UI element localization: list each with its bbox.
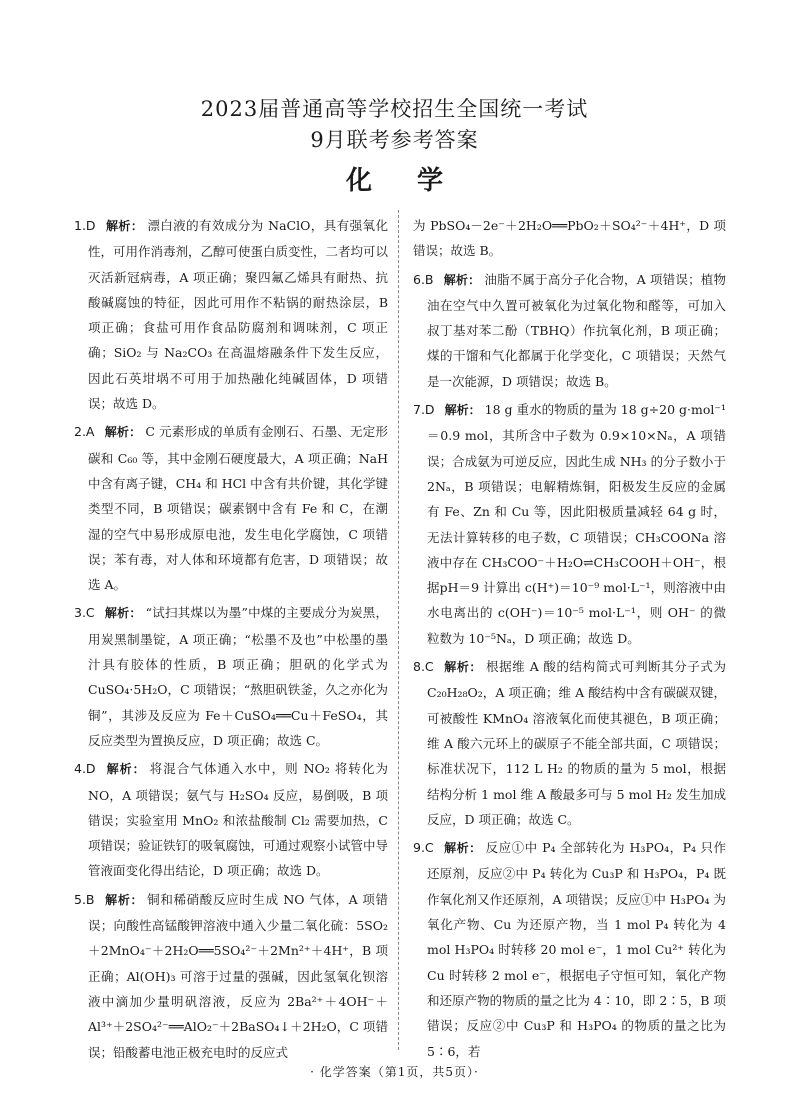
answer-item <box>413 835 726 1064</box>
answer-item <box>74 756 388 883</box>
answer-text: 根据维 A 酸的结构简式可判断其分子式为 C₂₀H₂₈O₂，A 项正确；维 A 酸结构中含有碳碳双键，可被酸性 KMnO₄ 溶液氧化而使其褪色，B 项正确；维 A 酸六元环上的碳原子不能全部共面，C 项错误；标准状况下，112 L H₂ 的物质的量为 5 mol，根据结构分析 1 mol 维 A 酸最多可与 5 mol H₂ 发生加成反应，D 项正确；故选 C。 <box>427 659 726 827</box>
answer-label: 8.C <box>413 659 434 675</box>
answer-label: 5.B <box>74 891 95 907</box>
answer-label: 9.C <box>413 840 434 856</box>
answer-item <box>413 267 726 394</box>
answer-label: 1.D <box>74 218 96 233</box>
analysis-keyword: 解析： <box>105 762 146 777</box>
answer-label: 6.B <box>413 271 434 287</box>
analysis-keyword: 解析： <box>444 403 481 418</box>
subject-heading: 化 学 <box>345 166 462 196</box>
answer-item <box>413 654 726 832</box>
analysis-keyword: 解析： <box>443 272 481 287</box>
analysis-keyword: 解析： <box>104 606 142 621</box>
exam-title: 2023届普通高等学校招生全国统一考试 <box>200 97 589 121</box>
exam-subtitle: 9月联考参考答案 <box>310 128 479 152</box>
answer-label: 3.C <box>74 605 95 621</box>
answer-text: 油脂不属于高分子化合物，A 项错误；植物油在空气中久置可被氧化为过氧化物和醛等，可加入叔丁基对苯二酚（TBHQ）作抗氧化剂，B 项正确；煤的干馏和气化都属于化学变化，C 项错误；天然气是一次能源，D 项错误；故选 B。 <box>427 271 726 389</box>
analysis-keyword: 解析： <box>105 219 144 233</box>
analysis-keyword: 解析： <box>104 425 142 440</box>
answer-text: 反应①中 P₄ 全部转化为 H₃PO₄，P₄ 只作还原剂，反应②中 P₄ 转化为 Cu₃P 和 H₃PO₄，P₄ 既作氧化剂又作还原剂，A 项错误；反应①中 H₃PO₄ 为氧化产物、Cu 为还原产物，当 1 mol P₄ 转化为 4 mol H₃PO₄ 时转移 20 mol e⁻，1 mol Cu²⁺ 转化为 Cu 时转移 2 mol e⁻，根据电子守恒可知，氧化产物和还原产物的物质的量之比为 4∶10，即 2∶5，B 项错误；反应②中 Cu₃P 和 H₃PO₄ 的物质的量之比为 5∶6，若 <box>427 840 726 1059</box>
answer-text: 18 g 重水的物质的量为 18 g÷20 g·mol⁻¹＝0.9 mol，其所含中子数为 0.9×10×Nₐ，A 项错误；合成氨为可逆反应，因此生成 NH₃ 的分子数小于 2Nₐ，B 项错误；电解精炼铜，阳极发生反应的金属有 Fe、Zn 和 Cu 等，因此阳极质量减轻 64 g 时，无法计算转移的电子数，C 项错误；CH₃COONa 溶液中存在 CH₃COO⁻＋H₂O⇌CH₃COOH＋OH⁻，根据pH＝9 计算出 c(H⁺)＝10⁻⁹ mol·L⁻¹，则溶液中由水电离出的 c(OH⁻)＝10⁻⁵ mol·L⁻¹，则 OH⁻ 的微粒数为 10⁻⁵Nₐ，D 项正确；故选 D。 <box>427 402 726 646</box>
column-divider <box>398 210 399 1050</box>
answer-text: 铜和稀硝酸反应时生成 NO 气体，A 项错误；向酸性高锰酸钾溶液中通入少量二氧化硫：5SO₂＋2MnO₄⁻＋2H₂O══5SO₄²⁻＋2Mn²⁺＋4H⁺，B 项正确；Al(OH)₃ 可溶于过量的强碱，因此氢氧化钡溶液中滴加少量明矾溶液，反应为 2Ba²⁺＋4OH⁻＋Al³⁺＋2SO₄²⁻══AlO₂⁻＋2BaSO₄↓＋2H₂O，C 项错误；铅酸蓄电池正极充电时的反应式 <box>88 891 388 1060</box>
answer-item <box>74 213 388 416</box>
answer-item <box>74 419 388 597</box>
answer-label: 4.D <box>74 761 96 777</box>
right-column <box>413 213 726 1067</box>
answer-item <box>74 887 388 1065</box>
left-column <box>74 213 388 1068</box>
continued-text: 为 PbSO₄－2e⁻＋2H₂O══PbO₂＋SO₄²⁻＋4H⁺，D 项错误；故选 B。 <box>413 218 726 259</box>
answer-text: 将混合气体通入水中，则 NO₂ 将转化为 NO，A 项错误；氨气与 H₂SO₄ 反应，易倒吸，B 项错误；实验室用 MnO₂ 和浓盐酸制 Cl₂ 需要加热，C 项错误；验证铁钉的吸氧腐蚀，可通过观察小试管中导管液面变化得出结论，D 项正确；故选 D。 <box>88 761 389 879</box>
answer-label: 7.D <box>413 402 435 418</box>
answer-item <box>74 600 388 753</box>
answer-text: “试扫其煤以为墨”中煤的主要成分为炭黑，用炭黑制墨锭，A 项正确；“松墨不及也”中松墨的墨汁具有胶体的性质，B 项正确；胆矾的化学式为 CuSO₄·5H₂O，C 项错误；“熬胆矾铁釜，久之亦化为铜”，其涉及反应为 Fe＋CuSO₄══Cu＋FeSO₄，其反应类型为置换反应，D 项正确；故选 C。 <box>88 605 388 748</box>
answer-item <box>413 397 726 651</box>
analysis-keyword: 解析： <box>443 660 482 675</box>
page-footer: · 化学答案（第1页，共5页）· <box>310 1065 479 1079</box>
analysis-keyword: 解析： <box>104 892 144 907</box>
answer-text: 漂白液的有效成分为 NaClO，具有强氧化性，可用作消毒剂，乙醇可使蛋白质变性，二者均可以灭活新冠病毒，A 项正确；聚四氟乙烯具有耐热、抗酸碱腐蚀的特征，因此可用作不粘锅的耐热涂层，B 项正确；食盐可用作食品防腐剂和调味剂，C 项正确；SiO₂ 与 Na₂CO₃ 在高温熔融条件下发生反应，因此石英坩埚不可用于加热融化纯碱固体，D 项错误；故选 D。 <box>88 218 389 412</box>
answer-label: 2.A <box>74 424 95 440</box>
analysis-keyword: 解析： <box>443 841 482 856</box>
answer-text: C 元素形成的单质有金刚石、石墨、无定形碳和 C₆₀ 等，其中金刚石硬度最大，A 项正确；NaH 中含有离子键，CH₄ 和 HCl 中含有共价键，其化学键类型不同，B 项错误；碳素钢中含有 Fe 和 C，在潮湿的空气中易形成原电池，发生电化学腐蚀，C 项错误；苯有毒，对人体和环境都有危害，D 项错误；故选 A。 <box>88 424 388 593</box>
